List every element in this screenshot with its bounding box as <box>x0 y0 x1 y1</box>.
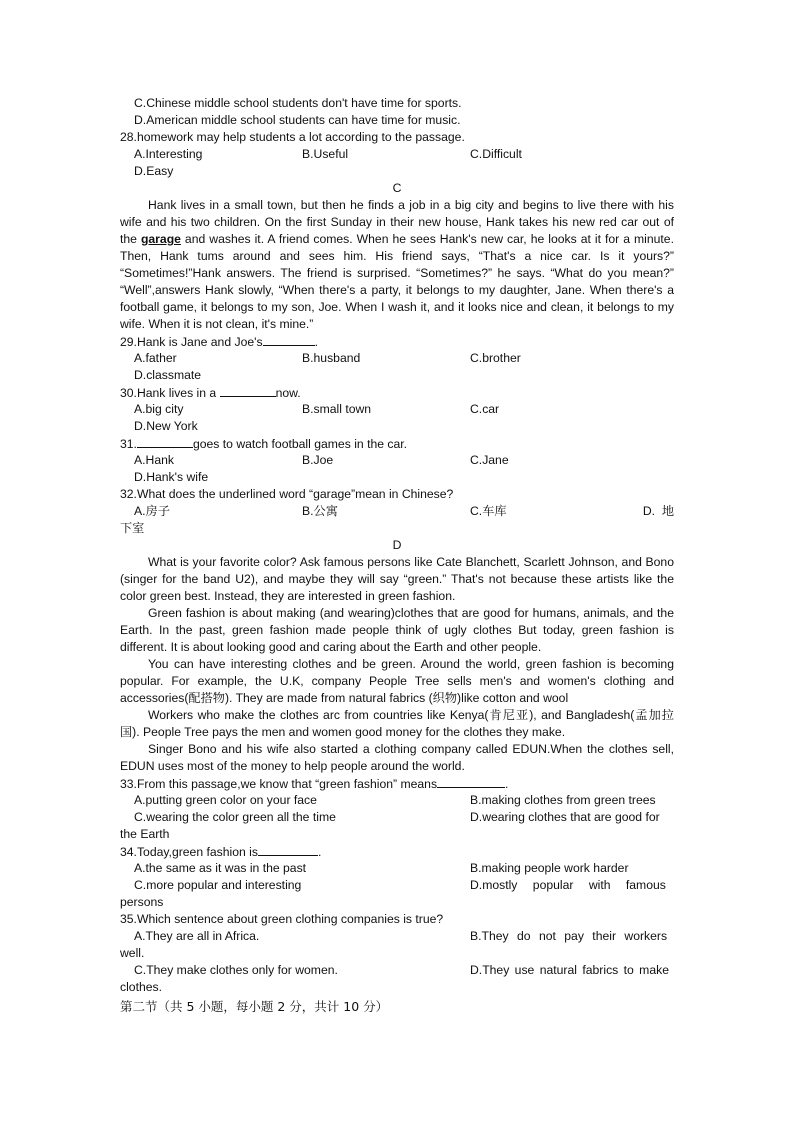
q33-stem-end: . <box>505 777 509 791</box>
q28-options <box>120 146 674 163</box>
q35-option-d: D.They use natural fabrics to make <box>470 963 669 977</box>
q31-option-b: B.Joe <box>302 453 334 467</box>
q33-option-d-cont: the Earth <box>120 827 170 841</box>
q30-stem-end: now. <box>275 386 301 400</box>
q30-options <box>120 401 674 418</box>
q28-option-b: B.Useful <box>302 147 349 161</box>
q28-option-d: D.Easy <box>134 164 174 178</box>
q33-options-cd <box>120 809 674 826</box>
q32-option-a: A.房子 <box>134 504 170 518</box>
q30-option-c: C.car <box>470 402 500 416</box>
q32-options <box>120 503 674 520</box>
q29-stem-end: . <box>314 335 318 349</box>
q33-option-c: C.wearing the color green all the time <box>134 810 336 824</box>
passage-c-part2: and washes it. A friend comes. When he sees Hank's new car, he looks at it for a minute. Then, Hank tums around and sees him. His friend says, “That's a nice car. Is it yours?” “Sometimes!”Hank answers. The friend is surprised. “Sometimes?” he says. “What do you mean?” “Well”,answers Hank slowly, “When there's a party, it belongs to my daughter, Jane. When there's a football game, it belongs to my son, Joe. When I wash it, and it looks nice and clean, it belongs to my wife. When it is not clean, it's mine.” <box>120 232 674 331</box>
q34-option-d: D.mostly popular with famous <box>470 878 666 892</box>
q33-option-d: D.wearing clothes that are good for <box>470 810 660 824</box>
q28-option-a: A.Interesting <box>134 147 203 161</box>
q35-stem: 35.Which sentence about green clothing companies is true? <box>120 912 444 926</box>
q34-option-a: A.the same as it was in the past <box>134 861 307 875</box>
q27-option-d: D.American middle school students can have time for music. <box>134 113 461 127</box>
q33-options-ab <box>120 792 674 809</box>
q30-option-d: D.New York <box>134 419 198 433</box>
q33-blank <box>437 775 505 788</box>
passage-c-part1: Hank lives in a small town, but then he finds a job in a big city and begins to live there with his wife and his two children. On the first Sunday in their new house, Hank takes his new red car out of the <box>120 198 674 246</box>
q35-option-b: B.They do not pay their workers <box>470 929 668 943</box>
q33-option-a: A.putting green color on your face <box>134 793 317 807</box>
q29-blank <box>263 333 315 346</box>
q32-option-d-cont: 下室 <box>120 521 145 535</box>
q34-option-d-cont: persons <box>120 895 164 909</box>
q31-stem-end: goes to watch football games in the car. <box>192 437 408 451</box>
section-c-title: C <box>392 181 402 195</box>
section-d-paragraph-4: Workers who make the clothes arc from countries like Kenya(肯尼亚), and Bangladesh(孟加拉国). People Tree pays the men and women good money for the clothes they make. <box>120 708 674 739</box>
q29-option-d: D.classmate <box>134 368 202 382</box>
section-d-paragraph-3: You can have interesting clothes and be green. Around the world, green fashion is becoming popular. For example, the U.K, company People Tree sells men's and women's clothing and accessories(配搭物). They are made from natural fabrics (织物)like cotton and wool <box>120 657 674 705</box>
q34-stem <box>120 843 674 860</box>
q30-option-b: B.small town <box>302 402 372 416</box>
q35-option-b-cont: well. <box>120 946 145 960</box>
q30-blank <box>220 384 276 397</box>
q35-option-a: A.They are all in Africa. <box>134 929 260 943</box>
underlined-word-garage: garage <box>140 232 181 246</box>
q28-stem: 28.homework may help students a lot according to the passage. <box>120 130 465 144</box>
q34-options-ab <box>120 860 674 877</box>
q34-stem-text: 34.Today,green fashion is <box>120 845 258 859</box>
q30-stem-text: 30.Hank lives in a <box>120 386 220 400</box>
q29-option-b: B.husband <box>302 351 361 365</box>
q34-blank <box>258 843 318 856</box>
q31-option-a: A.Hank <box>134 453 174 467</box>
q34-option-b: B.making people work harder <box>470 861 629 875</box>
q34-stem-end: . <box>318 845 322 859</box>
q29-option-a: A.father <box>134 351 177 365</box>
q33-stem <box>120 775 674 792</box>
q30-option-a: A.big city <box>134 402 184 416</box>
q34-option-c: C.more popular and interesting <box>134 878 302 892</box>
q32-stem: 32.What does the underlined word “garage”mean in Chinese? <box>120 487 454 501</box>
q32-option-cd <box>470 503 674 520</box>
q29-stem-text: 29.Hank is Jane and Joe's <box>120 335 263 349</box>
q30-stem <box>120 384 674 401</box>
q29-option-c: C.brother <box>470 351 521 365</box>
q32-option-d <box>643 503 674 520</box>
section-d-title: D <box>392 538 402 552</box>
q33-stem-text: 33.From this passage,we know that “green fashion” means <box>120 777 438 791</box>
q33-option-b: B.making clothes from green trees <box>470 793 656 807</box>
q32-option-c: C.车库 <box>470 504 507 518</box>
q32-option-d-text: 地 <box>661 504 674 518</box>
section-d-paragraph-5: Singer Bono and his wife also started a clothing company called EDUN.When the clothes sell, EDUN uses most of the money to help people around the world. <box>120 742 674 773</box>
q35-option-c: C.They make clothes only for women. <box>134 963 338 977</box>
section-d-paragraph-1: What is your favorite color? Ask famous persons like Cate Blanchett, Scarlett Johnson, and Bono (singer for the band U2), and maybe they will say “green.” That's not because these artists like the color green best. Instead, they are interested in green fashion. <box>120 555 674 603</box>
q35-option-d-cont: clothes. <box>120 980 163 994</box>
q35-options-cd <box>120 962 674 979</box>
q27-option-c: C.Chinese middle school students don't have time for sports. <box>134 96 462 110</box>
q31-option-c: C.Jane <box>470 453 509 467</box>
q34-options-cd <box>120 877 674 894</box>
q31-option-d: D.Hank's wife <box>134 470 209 484</box>
q31-options <box>120 452 674 469</box>
q32-option-b: B.公寓 <box>302 504 338 518</box>
q31-stem-text: 31. <box>120 437 137 451</box>
section-2-heading: 第二节（共 5 小题，每小题 2 分，共计 10 分） <box>120 999 389 1014</box>
q29-stem <box>120 333 674 350</box>
q28-option-c: C.Difficult <box>470 147 522 161</box>
exam-page <box>120 95 674 1015</box>
q31-blank <box>137 435 193 448</box>
section-c-passage <box>120 197 674 333</box>
q32-option-d-label: D. <box>642 504 656 518</box>
q35-options-ab <box>120 928 674 945</box>
q31-stem <box>120 435 674 452</box>
section-d-paragraph-2: Green fashion is about making (and wearing)clothes that are good for humans, animals, and the Earth. In the past, green fashion made people think of ugly clothes But today, green fashion is different. It is about looking good and caring about the Earth and other people. <box>120 606 674 654</box>
q29-options <box>120 350 674 367</box>
